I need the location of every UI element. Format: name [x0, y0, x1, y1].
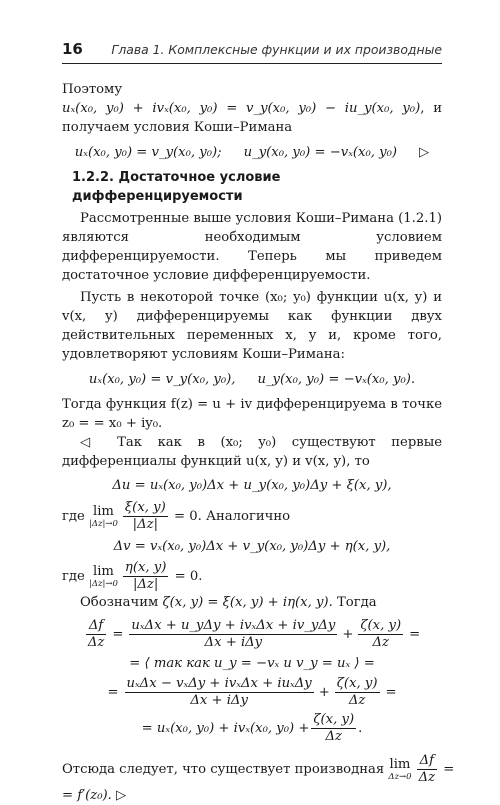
paragraph-4: Тогда функция f(z) = u + iv дифференцируема в точке z₀ = = x₀ + iy₀.	[62, 397, 442, 431]
paragraph-6-lead: Обозначим	[80, 595, 163, 610]
running-title: Глава 1. Комплексные функции и их производные	[111, 42, 442, 57]
paragraph-7-eq: =	[443, 762, 455, 777]
fraction-dz: Δz	[87, 635, 105, 650]
fraction-derivative-den: Δz	[418, 770, 436, 785]
paragraph-2: Рассмотренные выше условия Коши–Римана (1.2.1) являются необходимым условием дифференцируемости. Теперь мы приведем достаточное условие дифференцируемости.	[62, 211, 442, 283]
lim-sub-3: Δz→0	[388, 772, 412, 782]
fraction-main-3-den: Δx + iΔy	[190, 693, 248, 708]
equation-delta-u: Δu = uₓ(x₀, y₀)Δx + u_y(x₀, y₀)Δy + ξ(x, y),	[112, 478, 392, 493]
limit-1	[89, 504, 118, 529]
equation-delta-v: Δv = vₓ(x₀, y₀)Δx + v_y(x₀, y₀)Δy + η(x, y),	[113, 539, 391, 554]
fraction-zeta-1-num: ζ(x, y)	[360, 618, 402, 633]
limit-derivative	[388, 757, 411, 782]
cr1-right: u_y(x₀, y₀) = −vₓ(x₀, y₀)	[243, 145, 398, 160]
fraction-zeta-1	[358, 618, 403, 651]
paragraph-1-formula: uₓ(x₀, y₀) + ivₓ(x₀, y₀) = v_y(x₀, y₀) − iu_y(x₀, y₀)	[62, 101, 421, 116]
where-limit-1	[62, 500, 442, 533]
main-equation-line-2: = ⟨ так как u_y = −vₓ и v_y = uₓ ⟩ =	[129, 656, 375, 671]
cauchy-riemann-2	[62, 370, 442, 389]
fraction-zeta-3-den: Δz	[348, 693, 366, 708]
fraction-main-3-num: uₓΔx − vₓΔy + ivₓΔx + iuₓΔy	[126, 676, 312, 691]
main-trail-1: =	[409, 627, 421, 642]
cr1-left: uₓ(x₀, y₀) = v_y(x₀, y₀);	[74, 145, 222, 160]
main-trail-3: =	[385, 685, 397, 700]
section-number: 1.2.2.	[72, 170, 114, 185]
fraction-eta-num: η(x, y)	[124, 560, 167, 575]
fraction-df: Δf	[86, 618, 106, 635]
lim-word-1: lim	[93, 504, 114, 519]
paragraph-6-formula: ζ(x, y) = ξ(x, y) + iη(x, y).	[162, 595, 333, 610]
paragraph-7-text: Отсюда следует, что существует производная	[62, 762, 385, 777]
paragraph-7	[62, 753, 455, 786]
fraction-zeta-3-num: ζ(x, y)	[336, 676, 378, 691]
where-word-2: где	[62, 569, 85, 584]
paragraph-1	[62, 80, 442, 137]
fraction-main-1-num: uₓΔx + u_yΔy + ivₓΔx + iv_yΔy	[131, 618, 336, 633]
fraction-zeta-4-den: Δz	[325, 729, 342, 744]
fraction-zeta-3	[335, 676, 380, 709]
main-plus-3: +	[318, 685, 330, 700]
paragraph-6-tail: Тогда	[332, 595, 377, 610]
where-tail-1: Аналогично	[205, 509, 291, 524]
where-word-1: где	[62, 509, 85, 524]
main-line-4-lead: = uₓ(x₀, y₀) + ivₓ(x₀, y₀) +	[141, 721, 310, 736]
lim-word-2: lim	[93, 564, 114, 579]
fraction-eta	[123, 560, 168, 593]
where-limit-2	[62, 560, 442, 593]
paragraph-1-lead: Поэтому	[62, 82, 123, 97]
paragraph-1-tail: , и получаем условия Коши–Римана	[62, 101, 442, 135]
lim-word-3: lim	[389, 757, 411, 772]
proof-end-mark-1: ▷	[419, 145, 430, 160]
page-number: 16	[62, 40, 83, 58]
fraction-main-3	[125, 676, 314, 709]
fraction-eta-den: |Δz|	[132, 577, 159, 592]
paragraph-3: Пусть в некоторой точке (x₀; y₀) функции u(x, y) и v(x, y) дифференцируемы как функции двух действительных переменных x, y и, кроме того, удовлетворяют условиям Коши–Римана:	[62, 290, 442, 362]
where-eq-1: = 0.	[173, 509, 202, 524]
lim-sub-1: |Δz|→0	[89, 519, 118, 529]
fraction-df-dz	[86, 618, 106, 651]
limit-2	[89, 564, 118, 589]
fraction-derivative-num: Δf	[417, 753, 437, 770]
main-plus-1: +	[342, 627, 354, 642]
fraction-zeta-4	[311, 712, 356, 745]
fraction-xi	[123, 500, 168, 533]
main-line-4-tail: .	[358, 721, 363, 736]
cr2-right: u_y(x₀, y₀) = −vₓ(x₀, y₀).	[257, 372, 416, 387]
page-body	[62, 40, 455, 805]
cr2-left: uₓ(x₀, y₀) = v_y(x₀, y₀),	[88, 372, 236, 387]
where-eq-2: = 0.	[174, 569, 203, 584]
section-heading	[72, 168, 442, 206]
paragraph-7-tail: = f′(z₀). ▷	[62, 788, 127, 803]
section-title: Достаточное условие дифференцируемости	[72, 170, 281, 204]
fraction-main-1	[129, 618, 337, 651]
main-eq-sign: =	[112, 627, 124, 642]
lim-sub-2: |Δz|→0	[89, 579, 118, 589]
page-header	[62, 40, 442, 64]
main-lead-3: =	[107, 685, 119, 700]
fraction-derivative	[417, 753, 437, 786]
main-equation-line-1	[62, 618, 442, 651]
main-equation-line-4	[62, 712, 442, 745]
cauchy-riemann-1	[62, 143, 442, 162]
fraction-zeta-4-num: ζ(x, y)	[313, 712, 355, 727]
fraction-zeta-1-den: Δz	[372, 635, 389, 650]
fraction-main-1-den: Δx + iΔy	[204, 635, 263, 650]
paragraph-5: ◁ Так как в (x₀; y₀) существуют первые дифференциалы функций u(x, y) и v(x, y), то	[62, 435, 442, 469]
paragraph-6	[62, 593, 442, 612]
main-equation-line-3	[62, 676, 442, 709]
fraction-xi-den: |Δz|	[132, 517, 159, 532]
fraction-xi-num: ξ(x, y)	[124, 500, 166, 515]
